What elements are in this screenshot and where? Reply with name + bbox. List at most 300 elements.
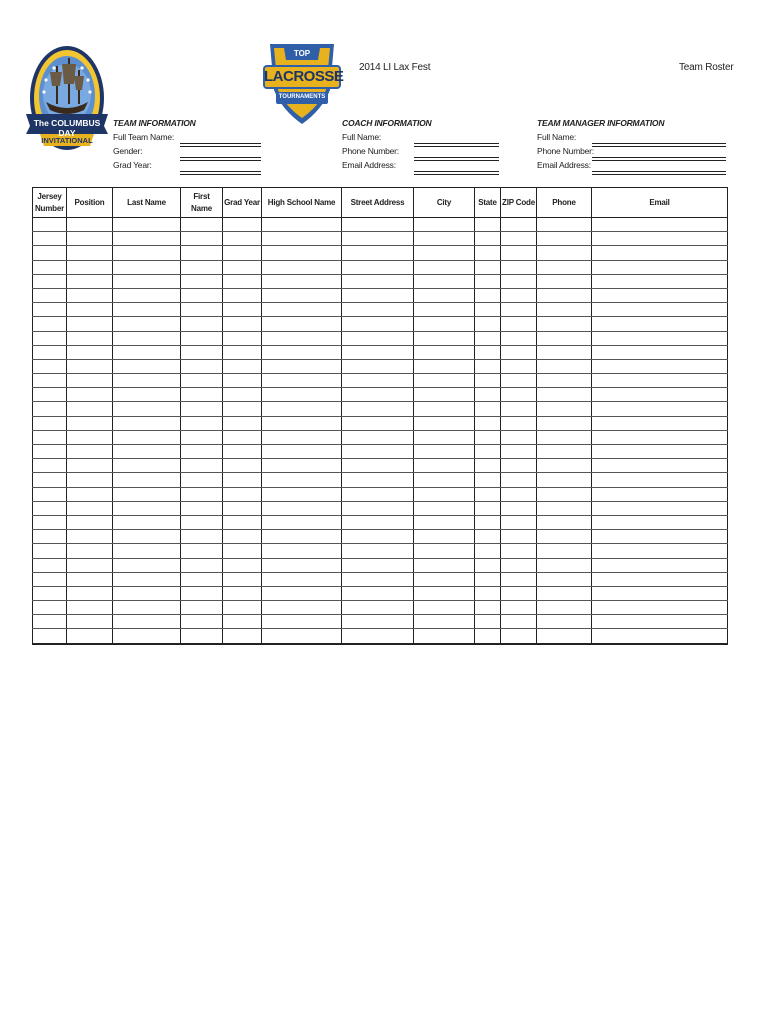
roster-cell[interactable] (592, 530, 728, 544)
roster-cell[interactable] (414, 388, 475, 402)
roster-cell[interactable] (67, 586, 113, 600)
roster-cell[interactable] (501, 331, 537, 345)
roster-cell[interactable] (223, 345, 262, 359)
roster-cell[interactable] (223, 544, 262, 558)
roster-cell[interactable] (181, 515, 223, 529)
roster-cell[interactable] (592, 615, 728, 629)
roster-cell[interactable] (475, 416, 501, 430)
roster-cell[interactable] (223, 501, 262, 515)
roster-cell[interactable] (414, 260, 475, 274)
roster-cell[interactable] (501, 218, 537, 232)
roster-cell[interactable] (67, 473, 113, 487)
roster-cell[interactable] (262, 586, 342, 600)
roster-cell[interactable] (67, 530, 113, 544)
roster-cell[interactable] (113, 473, 181, 487)
roster-cell[interactable] (33, 359, 67, 373)
roster-cell[interactable] (113, 544, 181, 558)
roster-cell[interactable] (592, 246, 728, 260)
roster-cell[interactable] (475, 359, 501, 373)
roster-cell[interactable] (181, 388, 223, 402)
roster-cell[interactable] (501, 558, 537, 572)
roster-cell[interactable] (113, 374, 181, 388)
roster-cell[interactable] (501, 288, 537, 302)
roster-cell[interactable] (342, 303, 414, 317)
roster-cell[interactable] (223, 246, 262, 260)
roster-cell[interactable] (113, 572, 181, 586)
roster-cell[interactable] (33, 601, 67, 615)
roster-cell[interactable] (113, 274, 181, 288)
roster-cell[interactable] (537, 331, 592, 345)
roster-cell[interactable] (414, 232, 475, 246)
roster-cell[interactable] (67, 445, 113, 459)
roster-cell[interactable] (501, 473, 537, 487)
roster-cell[interactable] (537, 303, 592, 317)
roster-cell[interactable] (67, 515, 113, 529)
roster-cell[interactable] (414, 515, 475, 529)
roster-cell[interactable] (475, 374, 501, 388)
roster-cell[interactable] (113, 402, 181, 416)
roster-cell[interactable] (414, 303, 475, 317)
roster-cell[interactable] (262, 601, 342, 615)
roster-cell[interactable] (592, 331, 728, 345)
roster-cell[interactable] (592, 629, 728, 644)
roster-cell[interactable] (342, 232, 414, 246)
roster-cell[interactable] (181, 416, 223, 430)
roster-cell[interactable] (592, 402, 728, 416)
roster-cell[interactable] (475, 501, 501, 515)
roster-cell[interactable] (113, 430, 181, 444)
roster-cell[interactable] (475, 402, 501, 416)
roster-cell[interactable] (342, 473, 414, 487)
roster-cell[interactable] (113, 218, 181, 232)
roster-cell[interactable] (592, 487, 728, 501)
roster-cell[interactable] (592, 572, 728, 586)
roster-cell[interactable] (414, 615, 475, 629)
roster-cell[interactable] (181, 558, 223, 572)
roster-cell[interactable] (592, 359, 728, 373)
roster-cell[interactable] (414, 288, 475, 302)
roster-cell[interactable] (181, 345, 223, 359)
roster-cell[interactable] (181, 359, 223, 373)
roster-cell[interactable] (414, 558, 475, 572)
roster-cell[interactable] (223, 515, 262, 529)
roster-cell[interactable] (342, 430, 414, 444)
roster-cell[interactable] (342, 544, 414, 558)
roster-cell[interactable] (113, 615, 181, 629)
roster-cell[interactable] (537, 317, 592, 331)
roster-cell[interactable] (67, 274, 113, 288)
roster-cell[interactable] (475, 558, 501, 572)
roster-cell[interactable] (181, 260, 223, 274)
roster-cell[interactable] (113, 629, 181, 644)
roster-cell[interactable] (67, 246, 113, 260)
roster-cell[interactable] (537, 430, 592, 444)
roster-cell[interactable] (223, 288, 262, 302)
roster-cell[interactable] (262, 416, 342, 430)
roster-cell[interactable] (113, 601, 181, 615)
team-name-input-line[interactable] (180, 143, 261, 147)
roster-cell[interactable] (223, 260, 262, 274)
roster-cell[interactable] (67, 459, 113, 473)
roster-cell[interactable] (414, 317, 475, 331)
roster-cell[interactable] (67, 288, 113, 302)
manager-name-input-line[interactable] (592, 143, 726, 147)
roster-cell[interactable] (342, 317, 414, 331)
roster-cell[interactable] (414, 430, 475, 444)
roster-cell[interactable] (181, 274, 223, 288)
roster-cell[interactable] (223, 586, 262, 600)
roster-cell[interactable] (342, 572, 414, 586)
roster-cell[interactable] (342, 487, 414, 501)
roster-cell[interactable] (342, 374, 414, 388)
roster-cell[interactable] (501, 501, 537, 515)
roster-cell[interactable] (223, 530, 262, 544)
roster-cell[interactable] (262, 487, 342, 501)
roster-cell[interactable] (342, 274, 414, 288)
roster-cell[interactable] (342, 218, 414, 232)
roster-cell[interactable] (414, 601, 475, 615)
roster-cell[interactable] (537, 473, 592, 487)
roster-cell[interactable] (262, 218, 342, 232)
coach-email-input-line[interactable] (414, 171, 499, 175)
roster-cell[interactable] (414, 274, 475, 288)
roster-cell[interactable] (181, 586, 223, 600)
roster-cell[interactable] (592, 586, 728, 600)
roster-cell[interactable] (223, 388, 262, 402)
roster-cell[interactable] (342, 586, 414, 600)
roster-cell[interactable] (67, 218, 113, 232)
roster-cell[interactable] (67, 260, 113, 274)
roster-cell[interactable] (262, 629, 342, 644)
roster-cell[interactable] (33, 501, 67, 515)
roster-cell[interactable] (537, 629, 592, 644)
roster-cell[interactable] (67, 388, 113, 402)
roster-cell[interactable] (262, 274, 342, 288)
roster-cell[interactable] (33, 459, 67, 473)
roster-cell[interactable] (342, 288, 414, 302)
roster-cell[interactable] (537, 558, 592, 572)
roster-cell[interactable] (262, 317, 342, 331)
roster-cell[interactable] (262, 515, 342, 529)
roster-cell[interactable] (501, 345, 537, 359)
roster-cell[interactable] (181, 487, 223, 501)
roster-cell[interactable] (33, 402, 67, 416)
roster-cell[interactable] (501, 430, 537, 444)
roster-cell[interactable] (223, 445, 262, 459)
roster-cell[interactable] (113, 260, 181, 274)
roster-cell[interactable] (537, 274, 592, 288)
roster-cell[interactable] (181, 544, 223, 558)
roster-cell[interactable] (181, 615, 223, 629)
roster-cell[interactable] (113, 586, 181, 600)
roster-cell[interactable] (414, 218, 475, 232)
roster-cell[interactable] (33, 615, 67, 629)
roster-cell[interactable] (33, 246, 67, 260)
roster-cell[interactable] (414, 374, 475, 388)
roster-cell[interactable] (501, 416, 537, 430)
roster-cell[interactable] (113, 416, 181, 430)
roster-cell[interactable] (537, 288, 592, 302)
roster-cell[interactable] (113, 558, 181, 572)
roster-cell[interactable] (537, 445, 592, 459)
roster-cell[interactable] (592, 317, 728, 331)
roster-cell[interactable] (33, 260, 67, 274)
roster-cell[interactable] (67, 601, 113, 615)
roster-cell[interactable] (262, 345, 342, 359)
roster-cell[interactable] (414, 331, 475, 345)
roster-cell[interactable] (181, 232, 223, 246)
roster-cell[interactable] (501, 544, 537, 558)
roster-cell[interactable] (181, 430, 223, 444)
roster-cell[interactable] (592, 601, 728, 615)
roster-cell[interactable] (67, 331, 113, 345)
roster-cell[interactable] (223, 402, 262, 416)
roster-cell[interactable] (537, 586, 592, 600)
roster-cell[interactable] (223, 473, 262, 487)
manager-phone-input-line[interactable] (592, 157, 726, 161)
roster-cell[interactable] (223, 459, 262, 473)
roster-cell[interactable] (262, 288, 342, 302)
roster-cell[interactable] (181, 331, 223, 345)
roster-cell[interactable] (342, 515, 414, 529)
roster-cell[interactable] (223, 615, 262, 629)
roster-cell[interactable] (223, 430, 262, 444)
roster-cell[interactable] (475, 345, 501, 359)
roster-cell[interactable] (414, 473, 475, 487)
coach-name-input-line[interactable] (414, 143, 499, 147)
roster-cell[interactable] (475, 388, 501, 402)
roster-cell[interactable] (501, 359, 537, 373)
roster-cell[interactable] (262, 402, 342, 416)
roster-cell[interactable] (414, 501, 475, 515)
roster-cell[interactable] (414, 246, 475, 260)
roster-cell[interactable] (113, 345, 181, 359)
roster-cell[interactable] (475, 515, 501, 529)
roster-cell[interactable] (113, 232, 181, 246)
roster-cell[interactable] (223, 303, 262, 317)
roster-cell[interactable] (475, 274, 501, 288)
roster-cell[interactable] (342, 445, 414, 459)
roster-cell[interactable] (592, 558, 728, 572)
roster-cell[interactable] (537, 402, 592, 416)
roster-cell[interactable] (592, 388, 728, 402)
roster-cell[interactable] (181, 218, 223, 232)
roster-cell[interactable] (501, 572, 537, 586)
roster-cell[interactable] (475, 586, 501, 600)
roster-cell[interactable] (181, 303, 223, 317)
roster-cell[interactable] (414, 530, 475, 544)
roster-cell[interactable] (475, 459, 501, 473)
roster-cell[interactable] (414, 572, 475, 586)
roster-cell[interactable] (592, 232, 728, 246)
roster-cell[interactable] (33, 374, 67, 388)
roster-cell[interactable] (33, 572, 67, 586)
roster-cell[interactable] (537, 615, 592, 629)
roster-cell[interactable] (262, 558, 342, 572)
roster-cell[interactable] (262, 473, 342, 487)
roster-cell[interactable] (475, 232, 501, 246)
roster-cell[interactable] (342, 246, 414, 260)
roster-cell[interactable] (33, 530, 67, 544)
roster-cell[interactable] (592, 260, 728, 274)
roster-cell[interactable] (414, 487, 475, 501)
roster-cell[interactable] (113, 501, 181, 515)
roster-cell[interactable] (223, 374, 262, 388)
roster-cell[interactable] (537, 487, 592, 501)
roster-cell[interactable] (592, 459, 728, 473)
roster-cell[interactable] (113, 317, 181, 331)
roster-cell[interactable] (342, 359, 414, 373)
roster-cell[interactable] (537, 374, 592, 388)
roster-cell[interactable] (342, 629, 414, 644)
roster-cell[interactable] (113, 303, 181, 317)
roster-cell[interactable] (501, 615, 537, 629)
roster-cell[interactable] (342, 260, 414, 274)
roster-cell[interactable] (592, 218, 728, 232)
roster-cell[interactable] (181, 288, 223, 302)
roster-cell[interactable] (33, 288, 67, 302)
roster-cell[interactable] (33, 345, 67, 359)
roster-cell[interactable] (537, 501, 592, 515)
roster-cell[interactable] (223, 331, 262, 345)
roster-cell[interactable] (501, 232, 537, 246)
roster-cell[interactable] (67, 232, 113, 246)
roster-cell[interactable] (414, 359, 475, 373)
roster-cell[interactable] (414, 459, 475, 473)
roster-cell[interactable] (181, 402, 223, 416)
roster-cell[interactable] (181, 530, 223, 544)
roster-cell[interactable] (342, 601, 414, 615)
roster-cell[interactable] (67, 629, 113, 644)
roster-cell[interactable] (592, 416, 728, 430)
roster-cell[interactable] (501, 445, 537, 459)
roster-cell[interactable] (475, 544, 501, 558)
roster-cell[interactable] (262, 359, 342, 373)
roster-cell[interactable] (67, 558, 113, 572)
roster-cell[interactable] (223, 359, 262, 373)
roster-cell[interactable] (262, 445, 342, 459)
roster-cell[interactable] (181, 501, 223, 515)
roster-cell[interactable] (262, 232, 342, 246)
roster-cell[interactable] (501, 260, 537, 274)
roster-cell[interactable] (67, 501, 113, 515)
roster-cell[interactable] (537, 260, 592, 274)
roster-cell[interactable] (33, 303, 67, 317)
roster-cell[interactable] (113, 530, 181, 544)
roster-cell[interactable] (223, 416, 262, 430)
roster-cell[interactable] (501, 388, 537, 402)
roster-cell[interactable] (181, 317, 223, 331)
roster-cell[interactable] (113, 487, 181, 501)
roster-cell[interactable] (501, 303, 537, 317)
roster-cell[interactable] (67, 487, 113, 501)
roster-cell[interactable] (342, 345, 414, 359)
roster-cell[interactable] (501, 274, 537, 288)
roster-cell[interactable] (592, 345, 728, 359)
roster-cell[interactable] (414, 445, 475, 459)
roster-cell[interactable] (113, 515, 181, 529)
roster-cell[interactable] (262, 459, 342, 473)
roster-cell[interactable] (475, 288, 501, 302)
roster-cell[interactable] (181, 629, 223, 644)
roster-cell[interactable] (67, 317, 113, 331)
roster-cell[interactable] (67, 430, 113, 444)
roster-cell[interactable] (537, 345, 592, 359)
roster-cell[interactable] (181, 572, 223, 586)
roster-cell[interactable] (262, 374, 342, 388)
roster-cell[interactable] (501, 487, 537, 501)
roster-cell[interactable] (592, 515, 728, 529)
roster-cell[interactable] (67, 345, 113, 359)
roster-cell[interactable] (67, 359, 113, 373)
roster-cell[interactable] (501, 402, 537, 416)
roster-cell[interactable] (33, 445, 67, 459)
roster-cell[interactable] (67, 303, 113, 317)
roster-cell[interactable] (113, 359, 181, 373)
gender-input-line[interactable] (180, 157, 261, 161)
roster-cell[interactable] (262, 530, 342, 544)
roster-cell[interactable] (181, 246, 223, 260)
roster-cell[interactable] (475, 430, 501, 444)
roster-cell[interactable] (501, 374, 537, 388)
roster-cell[interactable] (342, 402, 414, 416)
roster-cell[interactable] (501, 629, 537, 644)
roster-cell[interactable] (223, 317, 262, 331)
roster-cell[interactable] (414, 402, 475, 416)
roster-cell[interactable] (537, 232, 592, 246)
roster-cell[interactable] (501, 601, 537, 615)
roster-cell[interactable] (342, 615, 414, 629)
roster-cell[interactable] (113, 459, 181, 473)
roster-cell[interactable] (592, 544, 728, 558)
roster-cell[interactable] (67, 544, 113, 558)
roster-cell[interactable] (537, 218, 592, 232)
roster-cell[interactable] (475, 445, 501, 459)
roster-cell[interactable] (592, 473, 728, 487)
roster-cell[interactable] (537, 459, 592, 473)
roster-cell[interactable] (262, 246, 342, 260)
roster-cell[interactable] (33, 232, 67, 246)
roster-cell[interactable] (414, 416, 475, 430)
roster-cell[interactable] (475, 615, 501, 629)
roster-cell[interactable] (113, 288, 181, 302)
roster-cell[interactable] (33, 388, 67, 402)
roster-cell[interactable] (181, 473, 223, 487)
roster-cell[interactable] (67, 402, 113, 416)
roster-cell[interactable] (342, 388, 414, 402)
roster-cell[interactable] (414, 629, 475, 644)
roster-cell[interactable] (33, 586, 67, 600)
roster-cell[interactable] (262, 572, 342, 586)
roster-cell[interactable] (501, 246, 537, 260)
roster-cell[interactable] (262, 303, 342, 317)
roster-cell[interactable] (475, 572, 501, 586)
roster-cell[interactable] (33, 317, 67, 331)
roster-cell[interactable] (262, 501, 342, 515)
roster-cell[interactable] (475, 303, 501, 317)
roster-cell[interactable] (223, 232, 262, 246)
roster-cell[interactable] (181, 445, 223, 459)
roster-cell[interactable] (33, 331, 67, 345)
roster-cell[interactable] (475, 530, 501, 544)
roster-cell[interactable] (501, 530, 537, 544)
roster-cell[interactable] (67, 416, 113, 430)
roster-cell[interactable] (181, 374, 223, 388)
roster-cell[interactable] (113, 388, 181, 402)
roster-cell[interactable] (475, 260, 501, 274)
roster-cell[interactable] (223, 572, 262, 586)
roster-cell[interactable] (537, 601, 592, 615)
